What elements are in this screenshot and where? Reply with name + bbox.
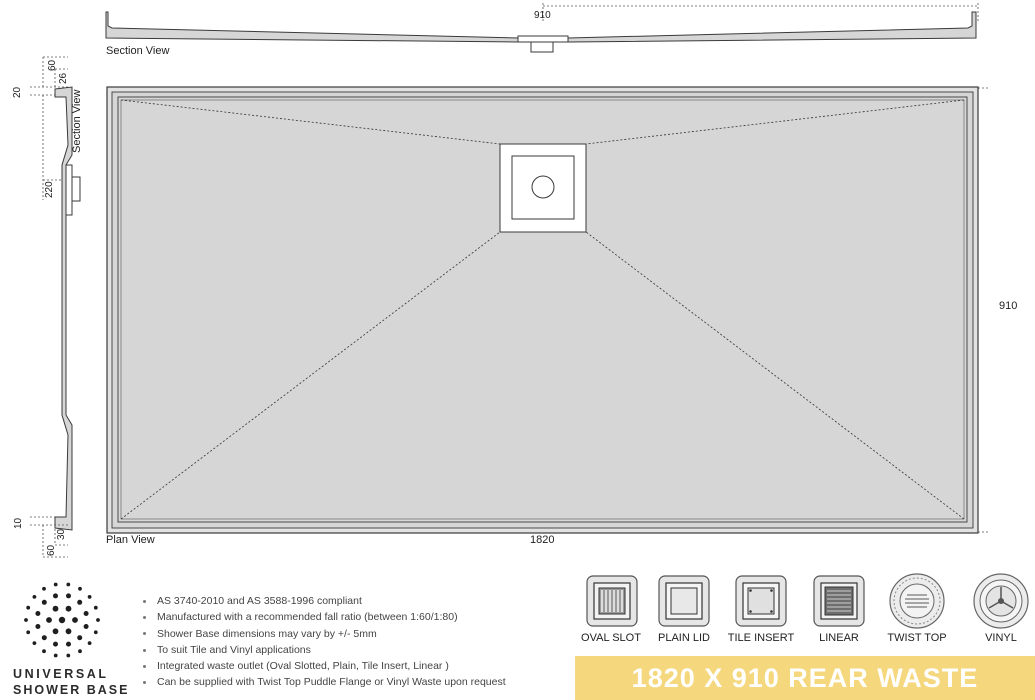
brand-dot — [46, 617, 52, 623]
brand-dot — [66, 642, 71, 647]
brand-dot — [42, 600, 47, 605]
waste-label-twist-top: TWIST TOP — [887, 632, 947, 644]
brand-dot — [35, 624, 40, 629]
brand-dot — [35, 611, 40, 616]
side-dim-20: 20 — [12, 86, 23, 98]
side-dim-30: 30 — [56, 528, 67, 540]
brand-dot — [72, 617, 78, 623]
side-dim-60-top: 60 — [47, 59, 58, 71]
brand-dot — [53, 606, 59, 612]
brand-dot — [42, 635, 47, 640]
brand-dot — [78, 587, 82, 591]
brand-dot — [88, 641, 92, 645]
brand-dot — [33, 641, 37, 645]
waste-label-tile-insert: TILE INSERT — [727, 632, 795, 644]
plain-lid-waste-icon — [658, 575, 710, 627]
brand-dot — [59, 617, 65, 623]
brand-dot — [66, 606, 72, 612]
brand-dot — [54, 583, 58, 587]
brand-dot — [53, 593, 58, 598]
plan-width-dimension: 1820 — [530, 534, 555, 546]
brand-dot — [33, 595, 37, 599]
top-section-drawing — [100, 0, 990, 60]
feature-list — [143, 593, 506, 691]
linear-waste-icon — [813, 575, 865, 627]
brand-dot — [88, 595, 92, 599]
brand-dot — [54, 654, 58, 658]
brand-dot — [84, 611, 89, 616]
brand-dot — [66, 628, 72, 634]
brand-dots-logo-icon — [22, 580, 102, 660]
waste-label-oval-slot: OVAL SLOT — [581, 632, 641, 644]
side-section-view-label: Section View — [71, 89, 83, 153]
brand-dot — [66, 583, 70, 587]
brand-dot — [42, 649, 46, 653]
feature-item: AS 3740-2010 and AS 3588-1996 compliant — [143, 593, 506, 609]
brand-dot — [94, 630, 98, 634]
brand-dot — [24, 618, 28, 622]
top-section-view-label: Section View — [106, 45, 170, 57]
plan-view-label: Plan View — [106, 534, 155, 546]
feature-item: Integrated waste outlet (Oval Slotted, Plain, Tile Insert, Linear ) — [143, 658, 506, 674]
tile-insert-waste-icon — [735, 575, 787, 627]
top-section-dimension: 910 — [534, 10, 551, 21]
brand-line-2: SHOWER BASE — [13, 683, 130, 697]
waste-label-vinyl: VINYL — [985, 632, 1017, 644]
side-dim-220: 220 — [44, 181, 55, 198]
brand-line-1: UNIVERSAL — [13, 667, 109, 681]
waste-label-plain-lid: PLAIN LID — [658, 632, 710, 644]
brand-dot — [77, 635, 82, 640]
twist-top-flange-icon — [889, 573, 945, 629]
brand-dot — [96, 618, 100, 622]
product-title-banner: 1820 X 910 REAR WASTE — [575, 656, 1035, 700]
side-dim-10: 10 — [13, 517, 24, 529]
brand-dot — [94, 606, 98, 610]
side-dim-60-bottom: 60 — [46, 544, 57, 556]
brand-dot — [26, 606, 30, 610]
feature-item: To suit Tile and Vinyl applications — [143, 642, 506, 658]
brand-dot — [66, 654, 70, 658]
oval-slot-waste-icon — [586, 575, 638, 627]
vinyl-waste-icon — [973, 573, 1029, 629]
brand-dot — [53, 628, 59, 634]
brand-dot — [66, 593, 71, 598]
side-dim-26: 26 — [58, 72, 69, 84]
brand-dot — [84, 624, 89, 629]
brand-dot — [42, 587, 46, 591]
brand-dot — [26, 630, 30, 634]
feature-item: Shower Base dimensions may vary by +/- 5mm — [143, 626, 506, 642]
feature-item: Can be supplied with Twist Top Puddle Flange or Vinyl Waste upon request — [143, 674, 506, 690]
plan-height-dimension: 910 — [999, 300, 1018, 312]
brand-dot — [78, 649, 82, 653]
brand-dot — [77, 600, 82, 605]
waste-label-linear: LINEAR — [819, 632, 859, 644]
feature-item: Manufactured with a recommended fall ratio (between 1:60/1:80) — [143, 609, 506, 625]
plan-view-drawing — [100, 80, 990, 540]
brand-dot — [53, 642, 58, 647]
